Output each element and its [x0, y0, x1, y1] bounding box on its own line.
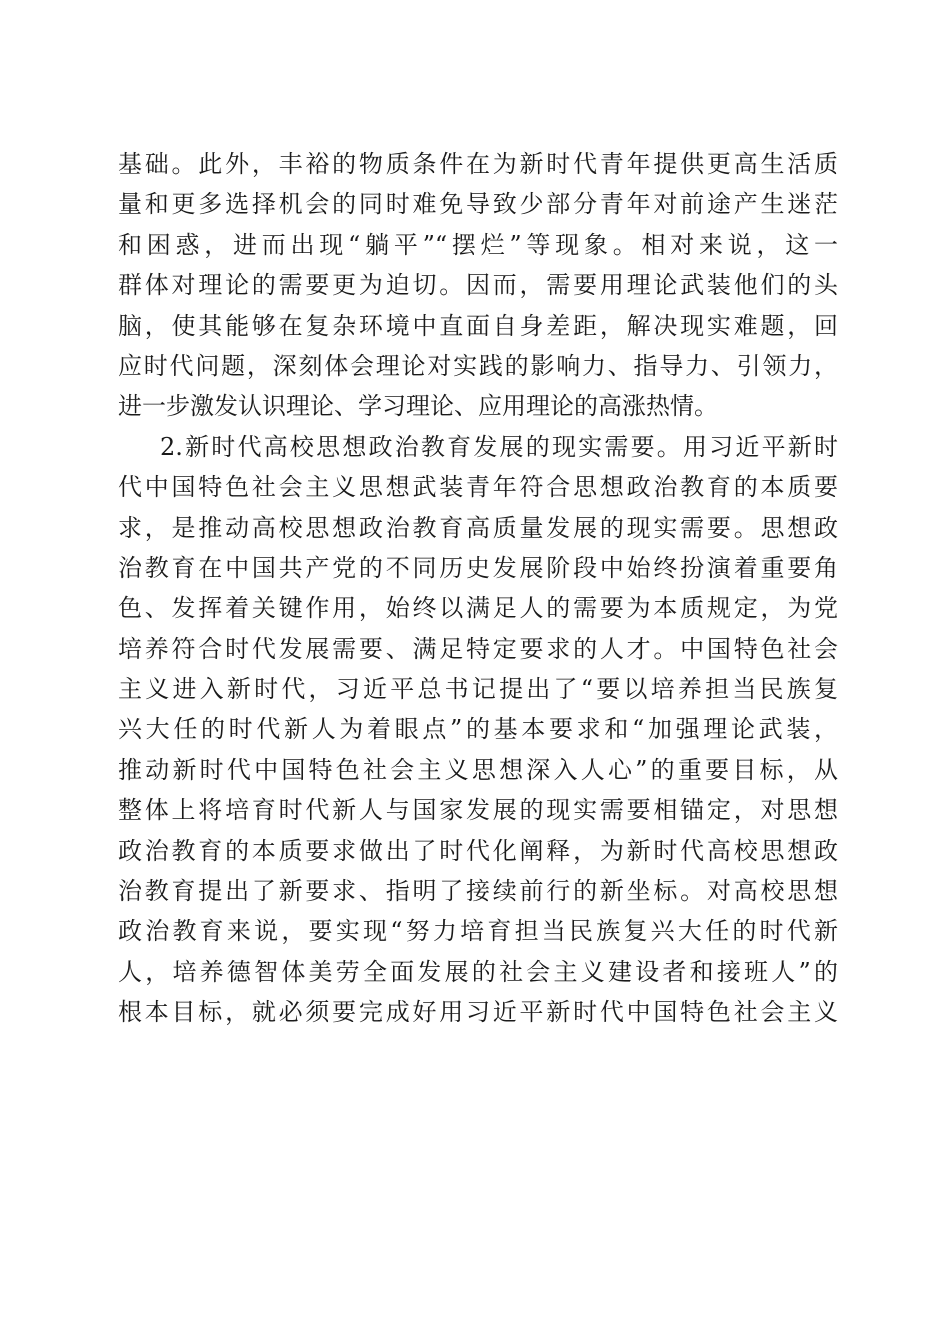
section-heading-line: 2.新时代高校思想政治教育发展的现实需要。用习近平新时: [160, 432, 838, 461]
text-line: 培养符合时代发展需要、满足特定要求的人才。中国特色社会: [118, 634, 838, 663]
text-line: 人，培养德智体美劳全面发展的社会主义建设者和接班人”的: [118, 957, 838, 986]
text-line: 量和更多选择机会的同时难免导致少部分青年对前途产生迷茫: [118, 190, 838, 219]
text-line: 代中国特色社会主义思想武装青年符合思想政治教育的本质要: [118, 473, 838, 502]
text-line: 群体对理论的需要更为迫切。因而，需要用理论武装他们的头: [118, 271, 838, 300]
text-line: 推动新时代中国特色社会主义思想深入人心”的重要目标，从: [118, 755, 838, 784]
text-line: 和困惑，进而出现“躺平”“摆烂”等现象。相对来说，这一: [118, 230, 838, 259]
text-line: 色、发挥着关键作用，始终以满足人的需要为本质规定，为党: [118, 594, 838, 623]
text-line: 应时代问题，深刻体会理论对实践的影响力、指导力、引领力，: [118, 351, 838, 380]
text-line: 根本目标，就必须要完成好用习近平新时代中国特色社会主义: [118, 998, 838, 1027]
text-line: 脑，使其能够在复杂环境中直面自身差距，解决现实难题，回: [118, 311, 838, 340]
text-line: 基础。此外，丰裕的物质条件在为新时代青年提供更高生活质: [118, 150, 838, 178]
text-line: 治教育在中国共产党的不同历史发展阶段中始终扮演着重要角: [118, 553, 838, 582]
text-line: 兴大任的时代新人为着眼点”的基本要求和“加强理论武装，: [118, 715, 838, 744]
text-line: 求，是推动高校思想政治教育高质量发展的现实需要。思想政: [118, 513, 838, 542]
text-line: 政治教育的本质要求做出了时代化阐释，为新时代高校思想政: [118, 836, 838, 865]
text-line: 进一步激发认识理论、学习理论、应用理论的高涨热情。: [118, 392, 718, 421]
text-line: 政治教育来说，要实现“努力培育担当民族复兴大任的时代新: [118, 917, 838, 946]
text-line: 整体上将培育时代新人与国家发展的现实需要相锚定，对思想: [118, 796, 838, 825]
text-line: 主义进入新时代，习近平总书记提出了“要以培养担当民族复: [118, 675, 838, 704]
body-text: [118, 144, 838, 1033]
text-line: 治教育提出了新要求、指明了接续前行的新坐标。对高校思想: [118, 877, 838, 906]
